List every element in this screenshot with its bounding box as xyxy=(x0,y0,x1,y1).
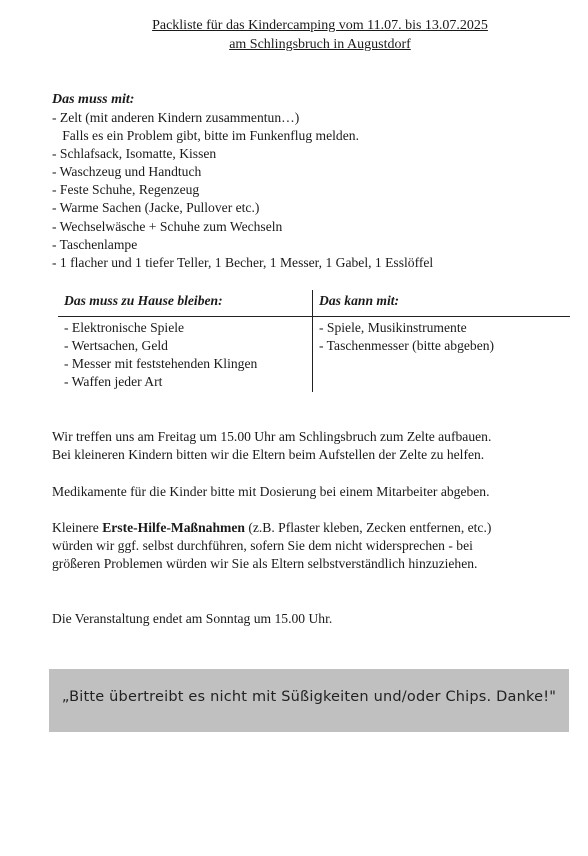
list-item: - Wechselwäsche + Schuhe zum Wechseln xyxy=(52,218,283,234)
list-item: - Schlafsack, Isomatte, Kissen xyxy=(52,146,217,162)
list-item: - Spiele, Musikinstrumente xyxy=(319,320,467,335)
list-item: Falls es ein Problem gibt, bitte im Funkenflug melden. xyxy=(52,128,359,144)
must-bring-heading: Das muss mit: xyxy=(52,92,135,107)
meeting-line: Wir treffen uns am Freitag um 15.00 Uhr am Schlingsbruch zum Zelte aufbauen. xyxy=(52,429,492,444)
list-item: - Waschzeug und Handtuch xyxy=(52,164,202,180)
list-item: - 1 flacher und 1 tiefer Teller, 1 Becher, 1 Messer, 1 Gabel, 1 Esslöffel xyxy=(52,254,434,270)
list-item: - Wertsachen, Geld xyxy=(64,338,168,354)
may-bring-heading: Das kann mit: xyxy=(313,290,570,317)
may-bring-column xyxy=(313,290,570,392)
list-item: - Feste Schuhe, Regenzeug xyxy=(52,182,200,198)
meeting-paragraph xyxy=(52,428,582,464)
meeting-line: Bei kleineren Kindern bitten wir die Eltern beim Aufstellen der Zelte zu helfen. xyxy=(52,447,485,463)
quote-banner xyxy=(49,669,569,732)
document-title: Packliste für das Kindercamping vom 11.07. bis 13.07.2025 xyxy=(152,18,488,33)
first-aid-line: größeren Problemen würden wir Sie als Eltern selbstverständlich hinzuziehen. xyxy=(52,556,478,572)
first-aid-post: (z.B. Pflaster kleben, Zecken entfernen, etc.) xyxy=(244,520,492,535)
list-item: - Waffen jeder Art xyxy=(64,374,163,390)
first-aid-line: würden wir ggf. selbst durchführen, sofern Sie dem nicht widersprechen - bei xyxy=(52,538,473,554)
first-aid-paragraph xyxy=(52,519,582,573)
first-aid-pre: Kleinere xyxy=(52,520,103,535)
list-item: - Zelt (mit anderen Kindern zusammentun…) xyxy=(52,110,300,125)
list-item: - Messer mit feststehenden Klingen xyxy=(64,356,258,372)
first-aid-line xyxy=(52,519,582,537)
must-bring-list xyxy=(52,109,433,272)
first-aid-bold: Erste-Hilfe-Maßnahmen xyxy=(102,520,245,535)
list-item: - Elektronische Spiele xyxy=(64,320,185,335)
document-subtitle: am Schlingsbruch in Augustdorf xyxy=(229,37,411,52)
medication-paragraph: Medikamente für die Kinder bitte mit Dosierung bei einem Mitarbeiter abgeben. xyxy=(52,484,490,499)
quote-text: „Bitte übertreibt es nicht mit Süßigkeiten und/oder Chips. Danke!" xyxy=(61,689,557,705)
may-bring-list xyxy=(313,317,570,355)
stay-home-heading: Das muss zu Hause bleiben: xyxy=(58,290,312,317)
list-item: - Warme Sachen (Jacke, Pullover etc.) xyxy=(52,200,260,216)
list-item: - Taschenlampe xyxy=(52,236,138,252)
end-paragraph: Die Veranstaltung endet am Sonntag um 15.00 Uhr. xyxy=(52,611,333,626)
stay-home-column xyxy=(58,290,313,392)
list-item: - Taschenmesser (bitte abgeben) xyxy=(319,338,495,354)
stay-home-list xyxy=(58,317,312,391)
items-table xyxy=(58,290,570,392)
